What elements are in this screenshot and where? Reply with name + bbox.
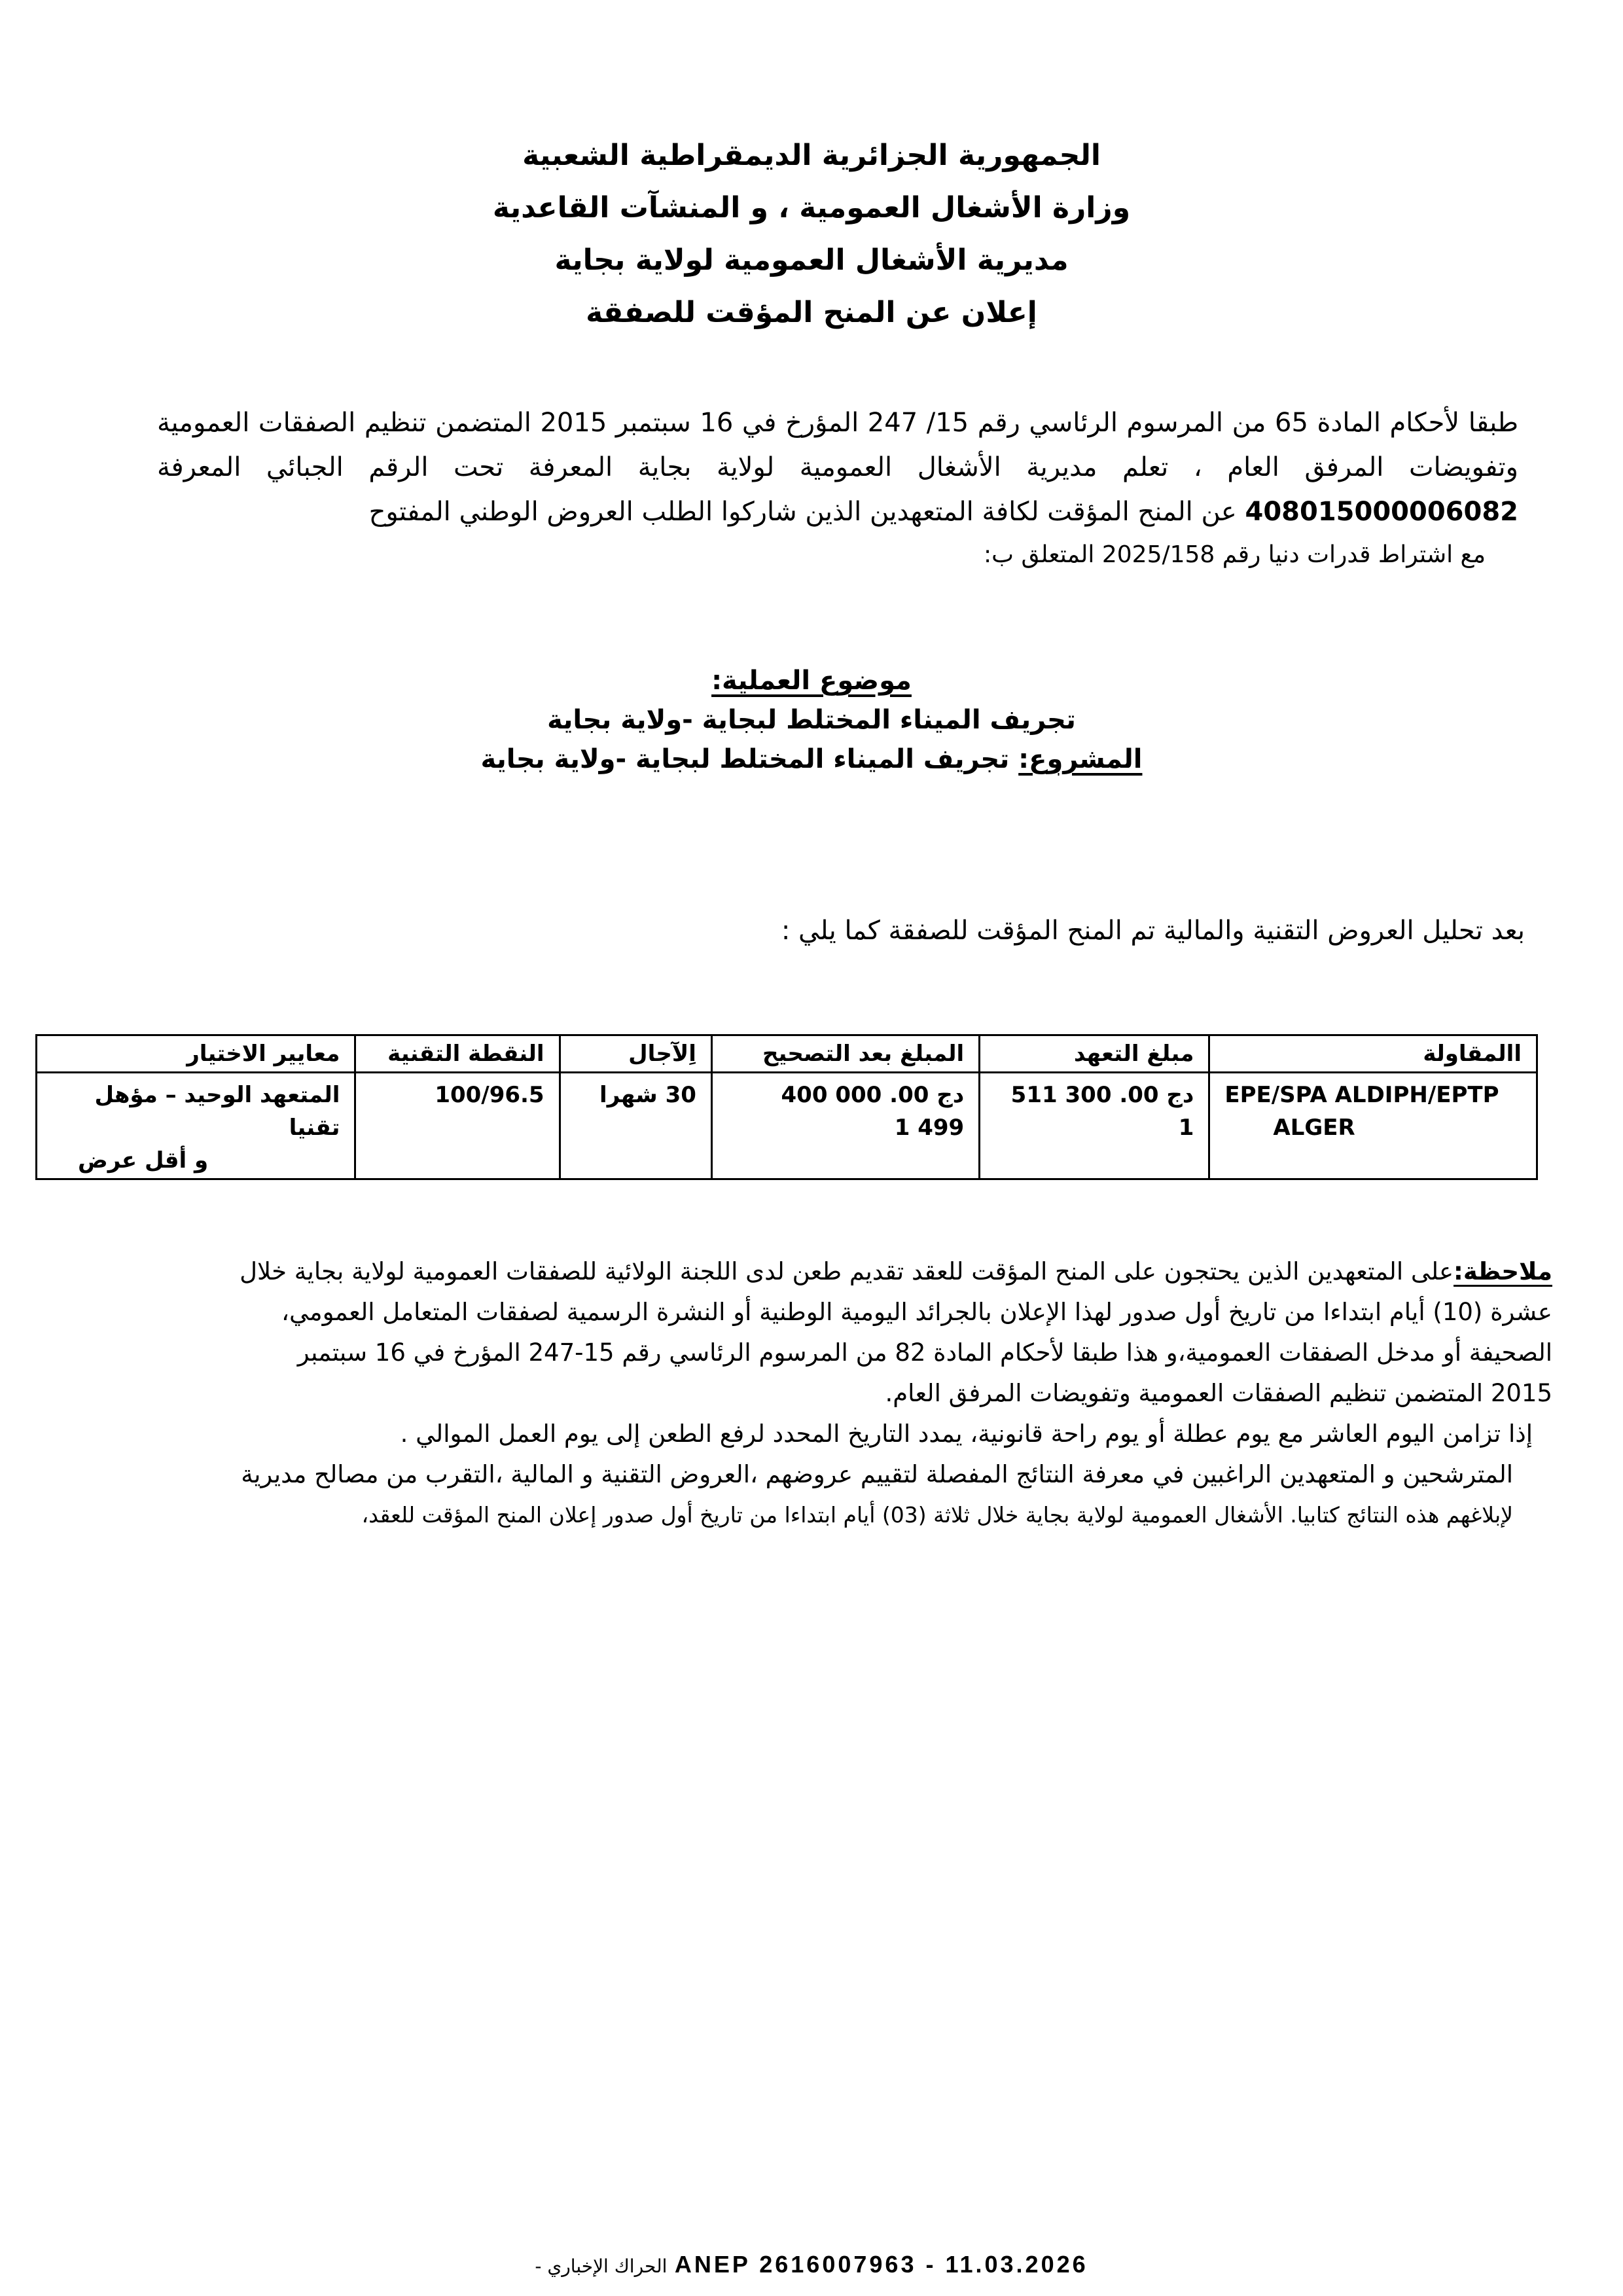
cell-contractor bbox=[1209, 1073, 1537, 1179]
footer-anep-code: ANEP 2616007963 - 11.03.2026 bbox=[674, 2251, 1088, 2278]
note-line-7: لإبلاغهم هذه النتائج كتابيا. الأشغال العمومية لولاية بجاية خلال ثلاثة (03) أيام ابتداءا من تاريخ أول صدور إعلان المنح المؤقت للعقد، bbox=[361, 1502, 1513, 1528]
cell-corrected-amount: دج 00. 000 400 499 1 bbox=[711, 1073, 979, 1179]
header-bid-amount: مبلغ التعهد bbox=[980, 1035, 1209, 1073]
results-leadin: بعد تحليل العروض التقنية والمالية تم المنح المؤقت للصفقة كما يلي : bbox=[781, 916, 1525, 946]
note-line-5: إذا تزامن اليوم العاشر مع يوم عطلة أو يوم راحة قانونية، يمدد التاريخ المحدد لرفع الطعن إلى يوم العمل الموالي . bbox=[400, 1420, 1533, 1448]
republic-title: الجمهورية الجزائرية الديمقراطية الشعبية bbox=[522, 139, 1101, 172]
project-label: المشروع: bbox=[1018, 744, 1143, 774]
directorate-title: مديرية الأشغال العمومية لولاية بجاية bbox=[554, 243, 1069, 277]
document-header bbox=[0, 130, 1623, 339]
subject-label: موضوع العملية: bbox=[711, 666, 912, 696]
announcement-title: إعلان عن المنح المؤقت للصفقة bbox=[586, 296, 1037, 329]
note-line-6: المترشحين و المتعهدين الراغبين في معرفة النتائج المفصلة لتقييم عروضهم ،العروض التقنية و المالية ،التقرب من مصالح مديرية bbox=[241, 1460, 1513, 1488]
cell-criteria bbox=[37, 1073, 355, 1179]
contractor-name: EPE/SPA ALDIPH/EPTP bbox=[1224, 1082, 1499, 1108]
intro-paragraph bbox=[157, 401, 1518, 534]
operation-name: تجريف الميناء المختلط لبجاية -ولاية بجاية bbox=[547, 705, 1076, 735]
publication-footer bbox=[0, 2249, 1623, 2282]
note-line-4: 2015 المتضمن تنظيم الصفقات العمومية وتفويضات المرفق العام. bbox=[885, 1379, 1552, 1407]
header-delay: اِلآجال bbox=[560, 1035, 711, 1073]
intro-text-after: عن المنح المؤقت لكافة المتعهدين الذين شاركوا الطلب العروض الوطني المفتوح bbox=[368, 497, 1237, 527]
note-section bbox=[92, 1251, 1552, 1535]
criteria-line-2: و أقل عرض bbox=[78, 1147, 209, 1174]
cell-technical-score: 100/96.5 bbox=[355, 1073, 560, 1179]
award-table bbox=[35, 1034, 1538, 1180]
note-line-2: عشرة (10) أيام ابتداءا من تاريخ أول صدور لهذا الإعلان بالجرائد اليومية الوطنية أو النشرة الرسمية لصفقات المتعامل العمومي، bbox=[281, 1298, 1552, 1326]
ministry-title: وزارة الأشغال العمومية ، و المنشآت القاعدية bbox=[492, 191, 1131, 224]
note-label: ملاحظة: bbox=[1454, 1257, 1552, 1285]
header-criteria: معايير الاختيار bbox=[37, 1035, 355, 1073]
footer-source: الحراك الإخباري - bbox=[535, 2255, 668, 2277]
table-header-row bbox=[37, 1035, 1537, 1073]
tax-id: 408015000006082 bbox=[1245, 497, 1518, 527]
contractor-city: ALGER bbox=[1273, 1115, 1355, 1141]
header-technical-score: النقطة التقنية bbox=[355, 1035, 560, 1073]
criteria-line-1: المتعهد الوحيد – مؤهل تقنيا bbox=[94, 1082, 340, 1141]
note-line-1: ملاحظة:على المتعهدين الذين يحتجون على المنح المؤقت للعقد تقديم طعن لدى اللجنة الولائية للصفقات العمومية لولاية بجاية خلال bbox=[240, 1257, 1552, 1285]
project-name: تجريف الميناء المختلط لبجاية -ولاية بجاية bbox=[480, 744, 1010, 774]
operation-subject bbox=[0, 661, 1623, 779]
cell-bid-amount: دج 00. 300 511 1 bbox=[980, 1073, 1209, 1179]
header-contractor: االمقاولة bbox=[1209, 1035, 1537, 1073]
intro-text-before: طبقا لأحكام المادة 65 من المرسوم الرئاسي رقم 15/ 247 المؤرخ في 16 سبتمبر 2015 المتضمن تنظيم الصفقات العمومية وتفويضات المرفق العام ، تعلم مديرية الأشغال العمومية لولاية بجاية المعرفة تحت الرقم الجبائي المعرفة bbox=[157, 408, 1519, 482]
cell-delay: 30 شهرا bbox=[560, 1073, 711, 1179]
note-line-3: الصحيفة أو مدخل الصفقات العمومية،و هذا طبقا لأحكام المادة 82 من المرسوم الرئاسي رقم 15-247 المؤرخ في 16 سبتمبر bbox=[297, 1338, 1552, 1367]
table-row bbox=[37, 1073, 1537, 1179]
header-corrected-amount: المبلغ بعد التصحيح bbox=[711, 1035, 979, 1073]
intro-last-line: مع اشتراط قدرات دنيا رقم 2025/158 المتعلق ب: bbox=[983, 541, 1486, 568]
